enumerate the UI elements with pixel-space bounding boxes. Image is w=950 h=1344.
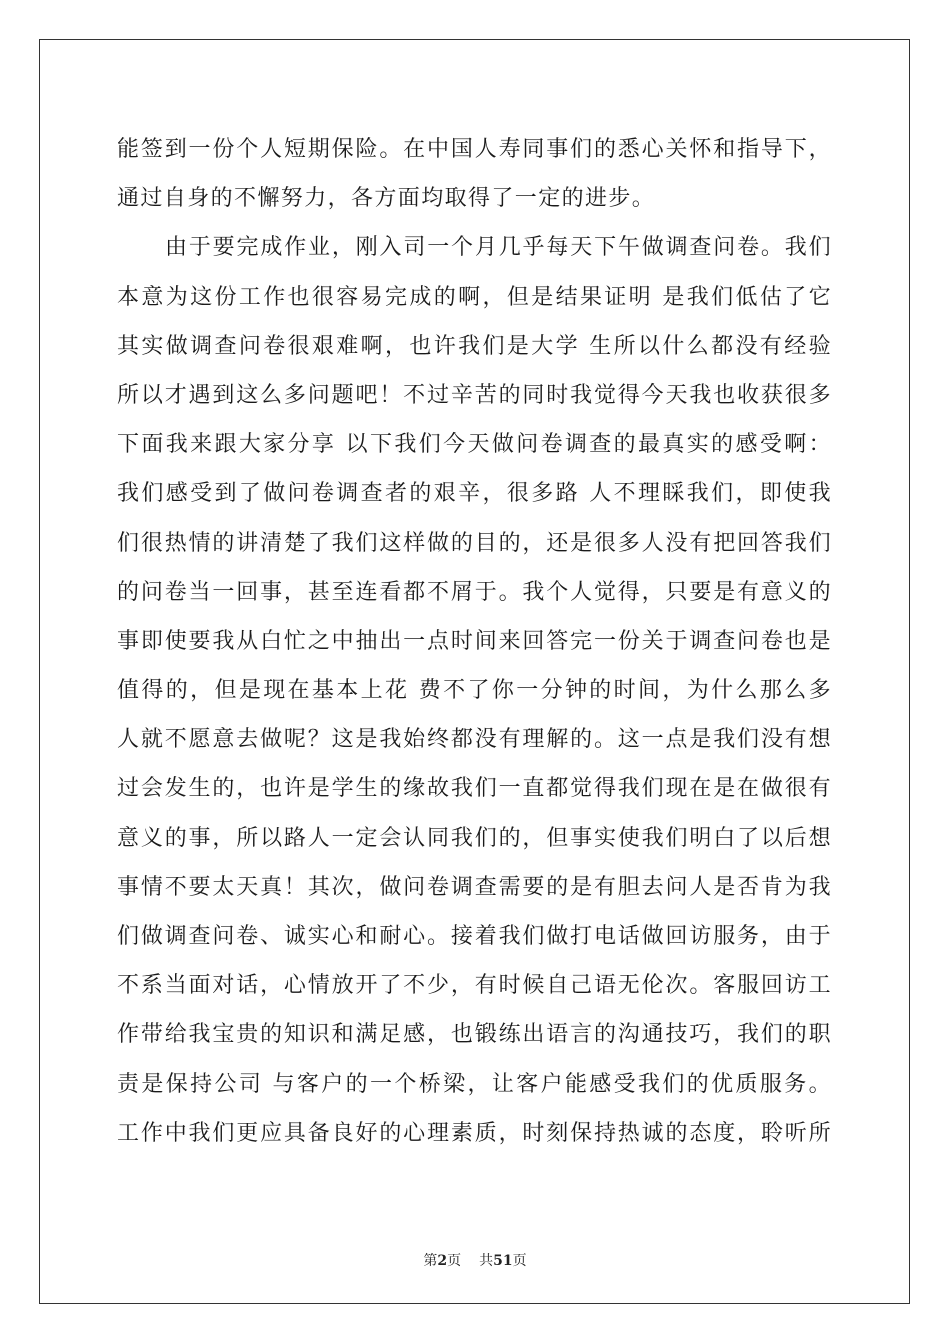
text-line: 的问卷当一回事，甚至连看都不屑于。我个人觉得，只要是有意义的 [117, 579, 832, 605]
total-label-prefix: 共 [479, 1253, 494, 1269]
page-footer [0, 1250, 950, 1270]
text-line: 值得的，但是现在基本上花 费不了你一分钟的时间，为什么那么多 [117, 678, 832, 704]
text-line: 由于要完成作业，刚入司一个月几乎每天下午做调查问卷。我们 [165, 235, 832, 261]
total-pages: 51 [493, 1253, 513, 1269]
total-label-suffix: 页 [512, 1253, 527, 1269]
document-body [117, 125, 832, 1158]
text-line: 们很热情的讲清楚了我们这样做的目的，还是很多人没有把回答我们 [117, 530, 832, 556]
text-line: 其实做调查问卷很艰难啊，也许我们是大学 生所以什么都没有经验 [117, 333, 832, 359]
text-line: 责是保持公司 与客户的一个桥梁，让客户能感受我们的优质服务。 [117, 1071, 832, 1097]
page-number: 2 [437, 1253, 448, 1269]
text-line: 人就不愿意去做呢？这是我始终都没有理解的。这一点是我们没有想 [117, 727, 832, 753]
text-line: 作带给我宝贵的知识和满足感，也锻练出语言的沟通技巧，我们的职 [117, 1022, 832, 1048]
text-line: 工作中我们更应具备良好的心理素质，时刻保持热诚的态度，聆听所 [117, 1120, 832, 1146]
text-line: 下面我来跟大家分享 以下我们今天做问卷调查的最真实的感受啊： [117, 432, 832, 458]
text-line: 事即使要我从白忙之中抽出一点时间来回答完一份关于调查问卷也是 [117, 628, 832, 654]
text-line: 不系当面对话，心情放开了不少，有时候自己语无伦次。客服回访工 [117, 973, 832, 999]
text-line: 本意为这份工作也很容易完成的啊，但是结果证明 是我们低估了它 [117, 284, 832, 310]
page-label-suffix: 页 [447, 1253, 462, 1269]
text-line: 通过自身的不懈努力，各方面均取得了一定的进步。 [117, 186, 656, 212]
page-label-prefix: 第 [423, 1253, 438, 1269]
text-line: 们做调查问卷、诚实心和耐心。接着我们做打电话做回访服务，由于 [117, 924, 832, 949]
text-line: 事情不要太天真！其次，做问卷调查需要的是有胆去问人是否肯为我 [117, 874, 832, 900]
text-line: 过会发生的，也许是学生的缘故我们一直都觉得我们现在是在做很有 [117, 776, 832, 802]
text-line: 所以才遇到这么多问题吧！不过辛苦的同时我觉得今天我也收获很多 [117, 382, 832, 408]
text-line: 我们感受到了做问卷调查者的艰辛，很多路 人不理睬我们，即使我 [117, 481, 832, 507]
text-line: 意义的事，所以路人一定会认同我们的，但事实使我们明白了以后想 [117, 825, 832, 851]
text-line: 能签到一份个人短期保险。在中国人寿同事们的悉心关怀和指导下， [117, 137, 832, 162]
